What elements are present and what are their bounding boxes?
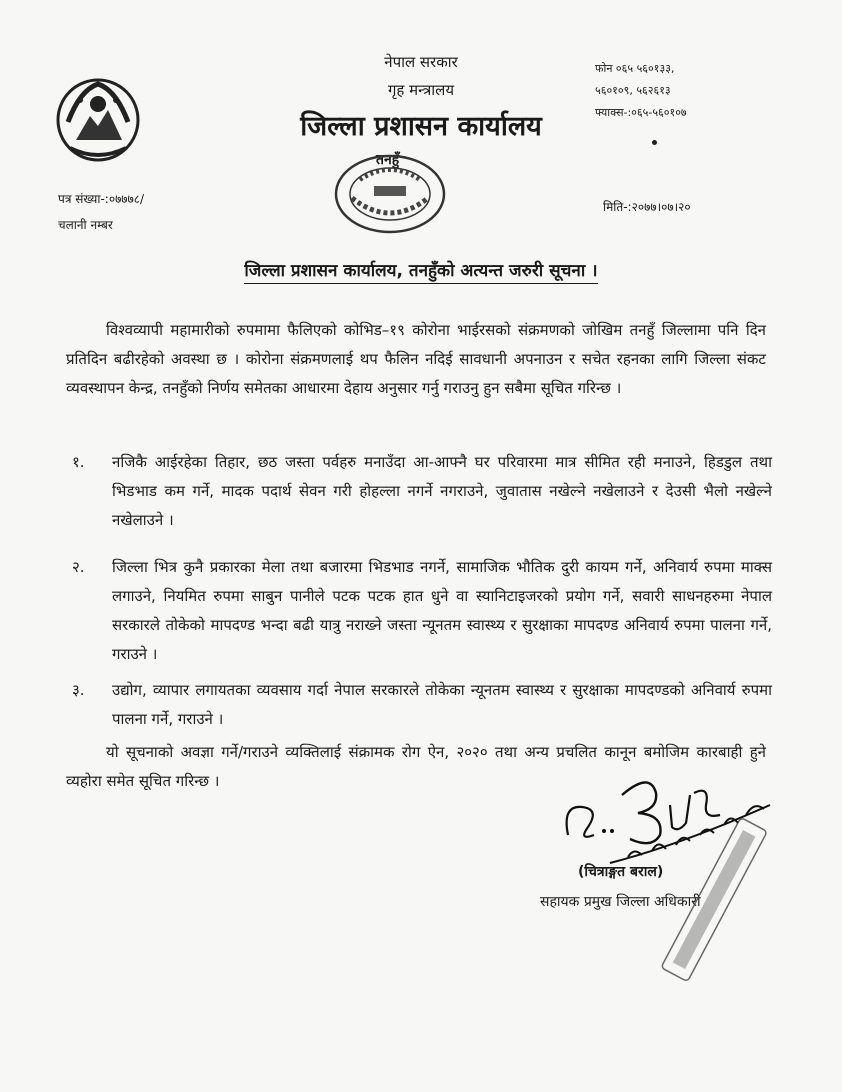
district-name: तनहुँ — [376, 152, 400, 168]
ink-dot — [652, 140, 657, 145]
list-item-text: जिल्ला भित्र कुनै प्रकारका मेला तथा बजारमा भिडभाड नगर्ने, सामाजिक भौतिक दुरी कायम गर्ने, अनिवार्य रुपमा माक्स लगाउने, नियमित रुपमा साबुन पानीले पटक पटक हात धुने वा स्यानिटाइजरको प्रयोग गर्ने, सवारी साधनहरुमा नेपाल सरकारले तोकेको मापदण्ड भन्दा बढी यात्रु नराख्ने जस्ता न्यूनतम स्वास्थ्य र सुरक्षाका मापदण्ड अनिवार्य रुपमा पालना गर्ने, गराउने । — [112, 558, 772, 663]
letter-date: मिति-:२०७७।०७।२० — [603, 200, 691, 214]
closing-paragraph: यो सूचनाको अवज्ञा गर्ने/गराउने व्यक्तिलाई संक्रामक रोग ऐन, २०२० तथा अन्य प्रचलित कानून बमोजिम कारबाही हुने व्यहोरा समेत सूचित गरिन्छ । — [66, 743, 766, 790]
list-item — [72, 553, 772, 669]
office-name: जिल्ला प्रशासन कार्यालय — [300, 111, 542, 142]
list-item — [72, 676, 772, 734]
intro-paragraph: विश्वव्यापी महामारीको रुपमामा फैलिएको कोभिड–१९ कोरोना भाईरसको संक्रमणको जोखिम तनहुँ जिल्लामा पनि दिन प्रतिदिन बढीरहेको अवस्था छ । कोरोना संक्रमणलाई थप फैलिन नदिई सावधानी अपनाउन र सचेत रहनका लागि जिल्ला संकट व्यवस्थापन केन्द्र, तनहुँको निर्णय समेतका आधारमा देहाय अनुसार गर्नु गराउनु हुन सबैमा सूचित गरिन्छ । — [66, 321, 766, 397]
district-office-seal — [330, 150, 450, 235]
letter-number: पत्र संख्या-:०७७७८/ — [58, 192, 145, 206]
list-item-text: उद्योग, व्यापार लगायतका व्यवसाय गर्दा नेपाल सरकारले तोकेका न्यूनतम स्वास्थ्य र सुरक्षाका मापदण्डको अनिवार्य रुपमा पालना गर्ने, गराउने । — [112, 681, 772, 728]
notice-subject — [0, 258, 842, 281]
notice-subject-text: जिल्ला प्रशासन कार्यालय, तनहुँको अत्यन्त जरुरी सूचना । — [244, 261, 597, 284]
signatory-title: सहायक प्रमुख जिल्ला अधिकारी — [540, 894, 701, 910]
list-item-number: १. — [72, 453, 85, 471]
contact-block — [595, 58, 687, 124]
ministry-name: गृह मन्त्रालय — [387, 81, 455, 99]
list-item-number: ३. — [72, 681, 85, 699]
signatory-name: (चित्राङ्गत बराल) — [578, 864, 664, 880]
list-item — [72, 448, 772, 535]
fax-number: फ्याक्स-:०६५-५६०१०७ — [595, 106, 687, 119]
phone-line-2: ५६०१०९, ५६२६१३ — [595, 84, 671, 97]
reference-block — [58, 186, 144, 238]
dispatch-number: चलानी नम्बर — [58, 218, 113, 232]
list-item-number: २. — [72, 558, 85, 576]
phone-line-1: फोन ०६५ ५६०१३३, — [595, 62, 675, 75]
officer-seal-stamp — [660, 800, 770, 1000]
list-item-text: नजिकै आईरहेका तिहार, छठ जस्ता पर्वहरु मनाउँदा आ-आफ्नै घर परिवारमा मात्र सीमित रही मनाउने, हिडडुल तथा भिडभाड कम गर्ने, मादक पदार्थ सेवन गरी होहल्ला नगर्ने नगराउने, जुवातास नखेल्ने नखेलाउने र देउसी भैलो नखेल्ने नखेलाउने । — [112, 453, 772, 529]
government-name: नेपाल सरकार — [384, 53, 458, 71]
